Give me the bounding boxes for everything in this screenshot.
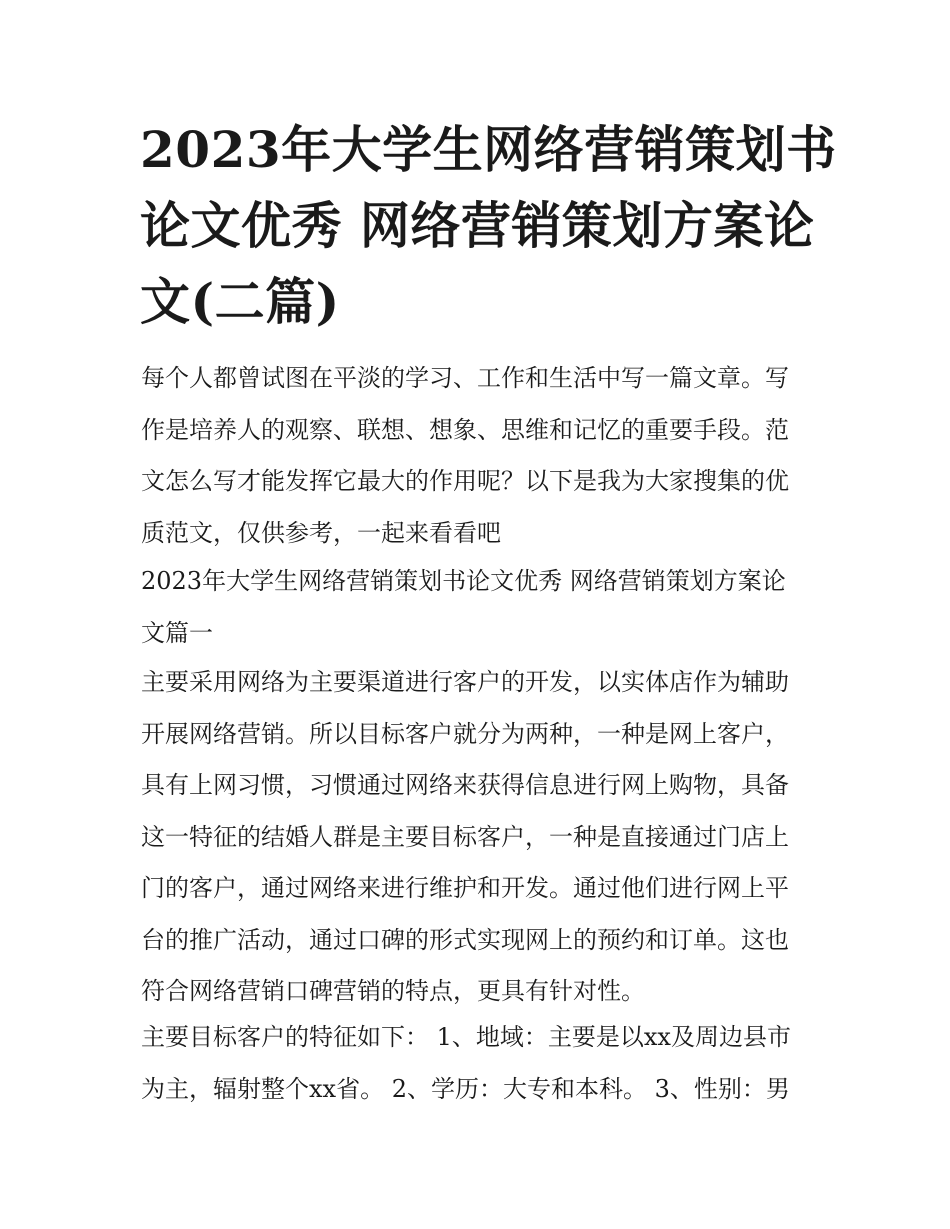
- text-line: 质范文，仅供参考，一起来看看吧: [141, 518, 501, 547]
- text-line: 作是培养人的观察、联想、想象、思维和记忆的重要手段。范: [141, 415, 789, 444]
- title-line: 论文优秀 网络营销策划方案论: [140, 196, 815, 255]
- body-paragraph: [141, 1012, 821, 1115]
- text-line: 为主，辐射整个xx省。 2、学历：大专和本科。 3、性别：男: [141, 1074, 790, 1103]
- text-line: 具有上网习惯，习惯通过网络来获得信息进行网上购物，具备: [141, 771, 789, 799]
- text-line: 每个人都曾试图在平淡的学习、工作和生活中写一篇文章。写: [141, 364, 789, 392]
- text-line: 符合网络营销口碑营销的特点，更具有针对性。: [141, 977, 645, 1005]
- text-line: 开展网络营销。所以目标客户就分为两种，一种是网上客户，: [141, 719, 789, 748]
- text-line: 文怎么写才能发挥它最大的作用呢？以下是我为大家搜集的优: [141, 467, 789, 495]
- text-line: 文篇一: [141, 618, 213, 647]
- text-line: 主要目标客户的特征如下： 1、地域：主要是以xx及周边县市: [141, 1023, 791, 1051]
- text-line: 这一特征的结婚人群是主要目标客户，一种是直接通过门店上: [141, 822, 789, 851]
- section-heading: [141, 556, 821, 659]
- text-line: 2023年大学生网络营销策划书论文优秀 网络营销策划方案论: [141, 567, 786, 595]
- intro-paragraph: [141, 353, 821, 559]
- body-paragraph: [141, 657, 821, 1018]
- text-line: 主要采用网络为主要渠道进行客户的开发，以实体店作为辅助: [141, 668, 789, 696]
- title-line: 文(二篇): [140, 272, 340, 331]
- document-title: [140, 112, 837, 340]
- text-line: 台的推广活动，通过口碑的形式实现网上的预约和订单。这也: [141, 925, 789, 954]
- text-line: 门的客户，通过网络来进行维护和开发。通过他们进行网上平: [141, 874, 789, 902]
- title-line: 2023年大学生网络营销策划书: [140, 120, 837, 179]
